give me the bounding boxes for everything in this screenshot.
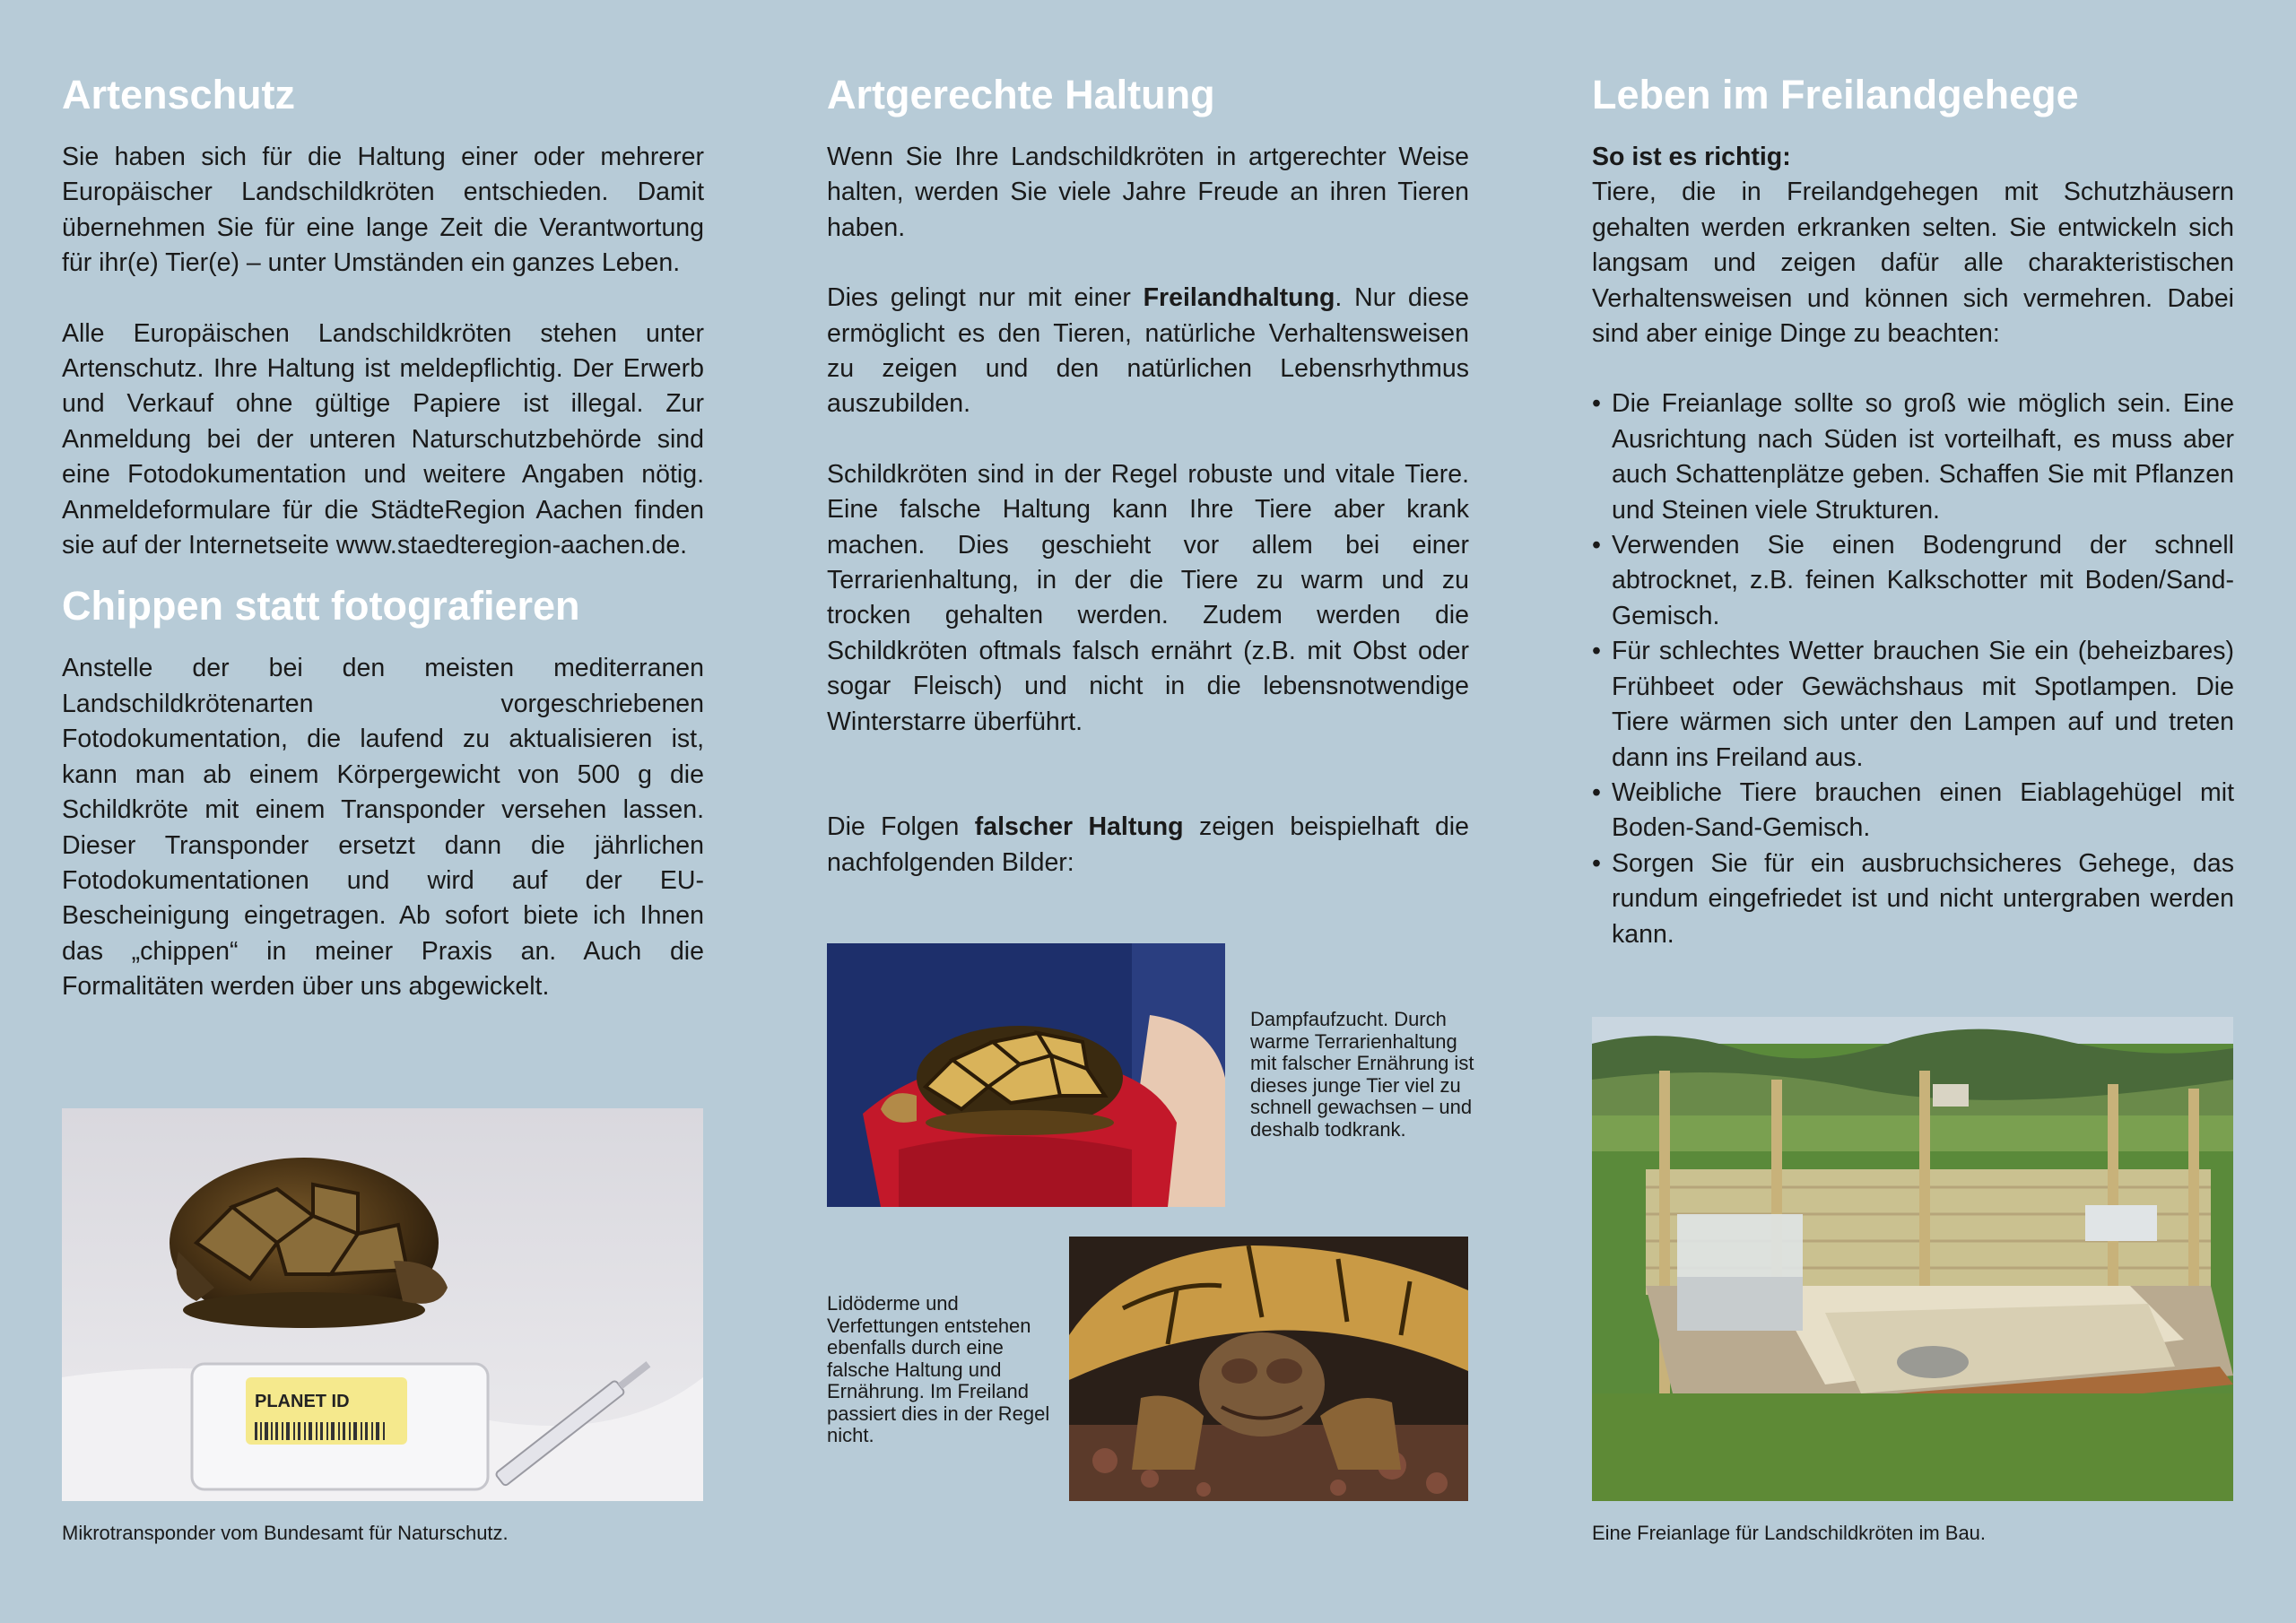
photo-transponder [62,1108,703,1501]
subheading-so-ist-es-richtig: So ist es richtig: [1592,143,1791,171]
caption-dampfaufzucht: Dampfaufzucht. Durch warme Terrarienhaltung mit falscher Ernährung ist dieses junge Tier viel zu schnell gewachsen – und deshalb todkrank. [1250,1008,1474,1141]
caption-transponder: Mikrotransponder vom Bundesamt für Naturschutz. [62,1522,509,1544]
column-artgerechte-haltung [827,70,1469,881]
bullet-list-freiland [1592,386,2234,952]
photo-dampfaufzucht [827,943,1225,1207]
heading-artgerechte-haltung: Artgerechte Haltung [827,72,1215,117]
list-item: • Die Freianlage sollte so groß wie möglich sein. Eine Ausrichtung nach Süden ist vorteilhaft, es muss aber auch Schattenplätze geben. Schaffen Sie mit Pflanzen und Steinen viele Strukturen. [1592,386,2234,528]
photo-lidoederme [1069,1237,1468,1501]
list-item: • Weibliche Tiere brauchen einen Eiablagehügel mit Boden-Sand-Gemisch. [1592,776,2234,846]
caption-lidoederme: Lidöderme und Verfettungen entstehen ebenfalls durch eine falsche Haltung und Ernährung. Im Freiland passiert dies in der Regel nicht. [827,1292,1050,1446]
list-item: • Für schlechtes Wetter brauchen Sie ein (beheizbares) Frühbeet oder Gewächshaus mit Spotlampen. Die Tiere wärmen sich unter den Lampen auf und treten dann ins Freiland aus. [1592,634,2234,776]
column-freilandgehege [1592,70,2234,952]
paragraph-artenschutz-1: Sie haben sich für die Haltung einer oder mehrerer Europäischer Landschildkröten entschieden. Damit übernehmen Sie für eine lange Zeit die Verantwortung für ihr(e) Tier(e) – unter Umständen ein ganzes Leben. [62,143,704,278]
photo-label-planet-id: PLANET ID [255,1392,350,1411]
paragraph-chippen: Anstelle der bei den meisten mediterranen Landschildkrötenarten vorgeschriebenen Fotodokumentation, die laufend zu aktualisieren ist, kann man ab einem Körpergewicht von 500 g die Schildkröte mit einem Transponder versehen lassen. Dieser Transponder ersetzt dann die jährlichen Fotodokumentationen und wird auf der EU-Bescheinigung eingetragen. Ab sofort biete ich Ihnen das „chippen“ in meiner Praxis an. Auch die Formalitäten werden über uns abgewickelt. [62,654,704,1002]
paragraph-haltung-1: Wenn Sie Ihre Landschildkröten in artgerechter Weise halten, werden Sie viele Jahre Freude an ihren Tieren haben. [827,143,1469,242]
caption-freianlage: Eine Freianlage für Landschildkröten im Bau. [1592,1522,1987,1544]
paragraph-haltung-4: Die Folgen falscher Haltung zeigen beispielhaft die nachfolgenden Bilder: [827,812,1469,877]
heading-artenschutz: Artenschutz [62,72,296,117]
paragraph-artenschutz-2: Alle Europäischen Landschildkröten stehen unter Artenschutz. Ihre Haltung ist meldepflichtig. Der Erwerb und Verkauf ohne gültige Papiere ist illegal. Zur Anmeldung bei der unteren Naturschutzbehörde sind eine Fotodokumentation und weitere Angaben nötig. Anmeldeformulare für die StädteRegion Aachen finden sie auf der Internetseite www.staedteregion-aachen.de. [62,318,704,560]
paragraph-haltung-3: Schildkröten sind in der Regel robuste und vitale Tiere. Eine falsche Haltung kann Ihre Tiere aber krank machen. Dies geschieht vor allem bei einer Terrarienhaltung, in der die Tiere zu warm und zu trocken gehalten werden. Zudem werden die Schildkröten oftmals falsch ernährt (z.B. mit Obst oder sogar Fleisch) und nicht in die lebensnotwendige Winterstarre überführt. [827,459,1469,736]
photo-freianlage [1592,1017,2233,1501]
list-item: • Verwenden Sie einen Bodengrund der schnell abtrocknet, z.B. feinen Kalkschotter mit Boden/Sand-Gemisch. [1592,528,2234,634]
heading-chippen: Chippen statt fotografieren [62,583,580,629]
paragraph-freiland-1: Tiere, die in Freilandgehegen mit Schutzhäusern gehalten werden erkranken selten. Sie entwickeln sich langsam und zeigen dafür alle charakteristischen Verhaltensweisen und können sich vermehren. Dabei sind aber einige Dinge zu beachten: [1592,178,2234,349]
column-artenschutz [62,70,704,1005]
list-item: • Sorgen Sie für ein ausbruchsicheres Gehege, das rundum eingefriedet ist und nicht untergraben werden kann. [1592,846,2234,952]
paragraph-haltung-2: Dies gelingt nur mit einer Freilandhaltung. Nur diese ermöglicht es den Tieren, natürliche Verhaltensweisen zu zeigen und den natürlichen Lebensrhythmus auszubilden. [827,283,1469,419]
heading-freilandgehege: Leben im Freilandgehege [1592,72,2079,117]
